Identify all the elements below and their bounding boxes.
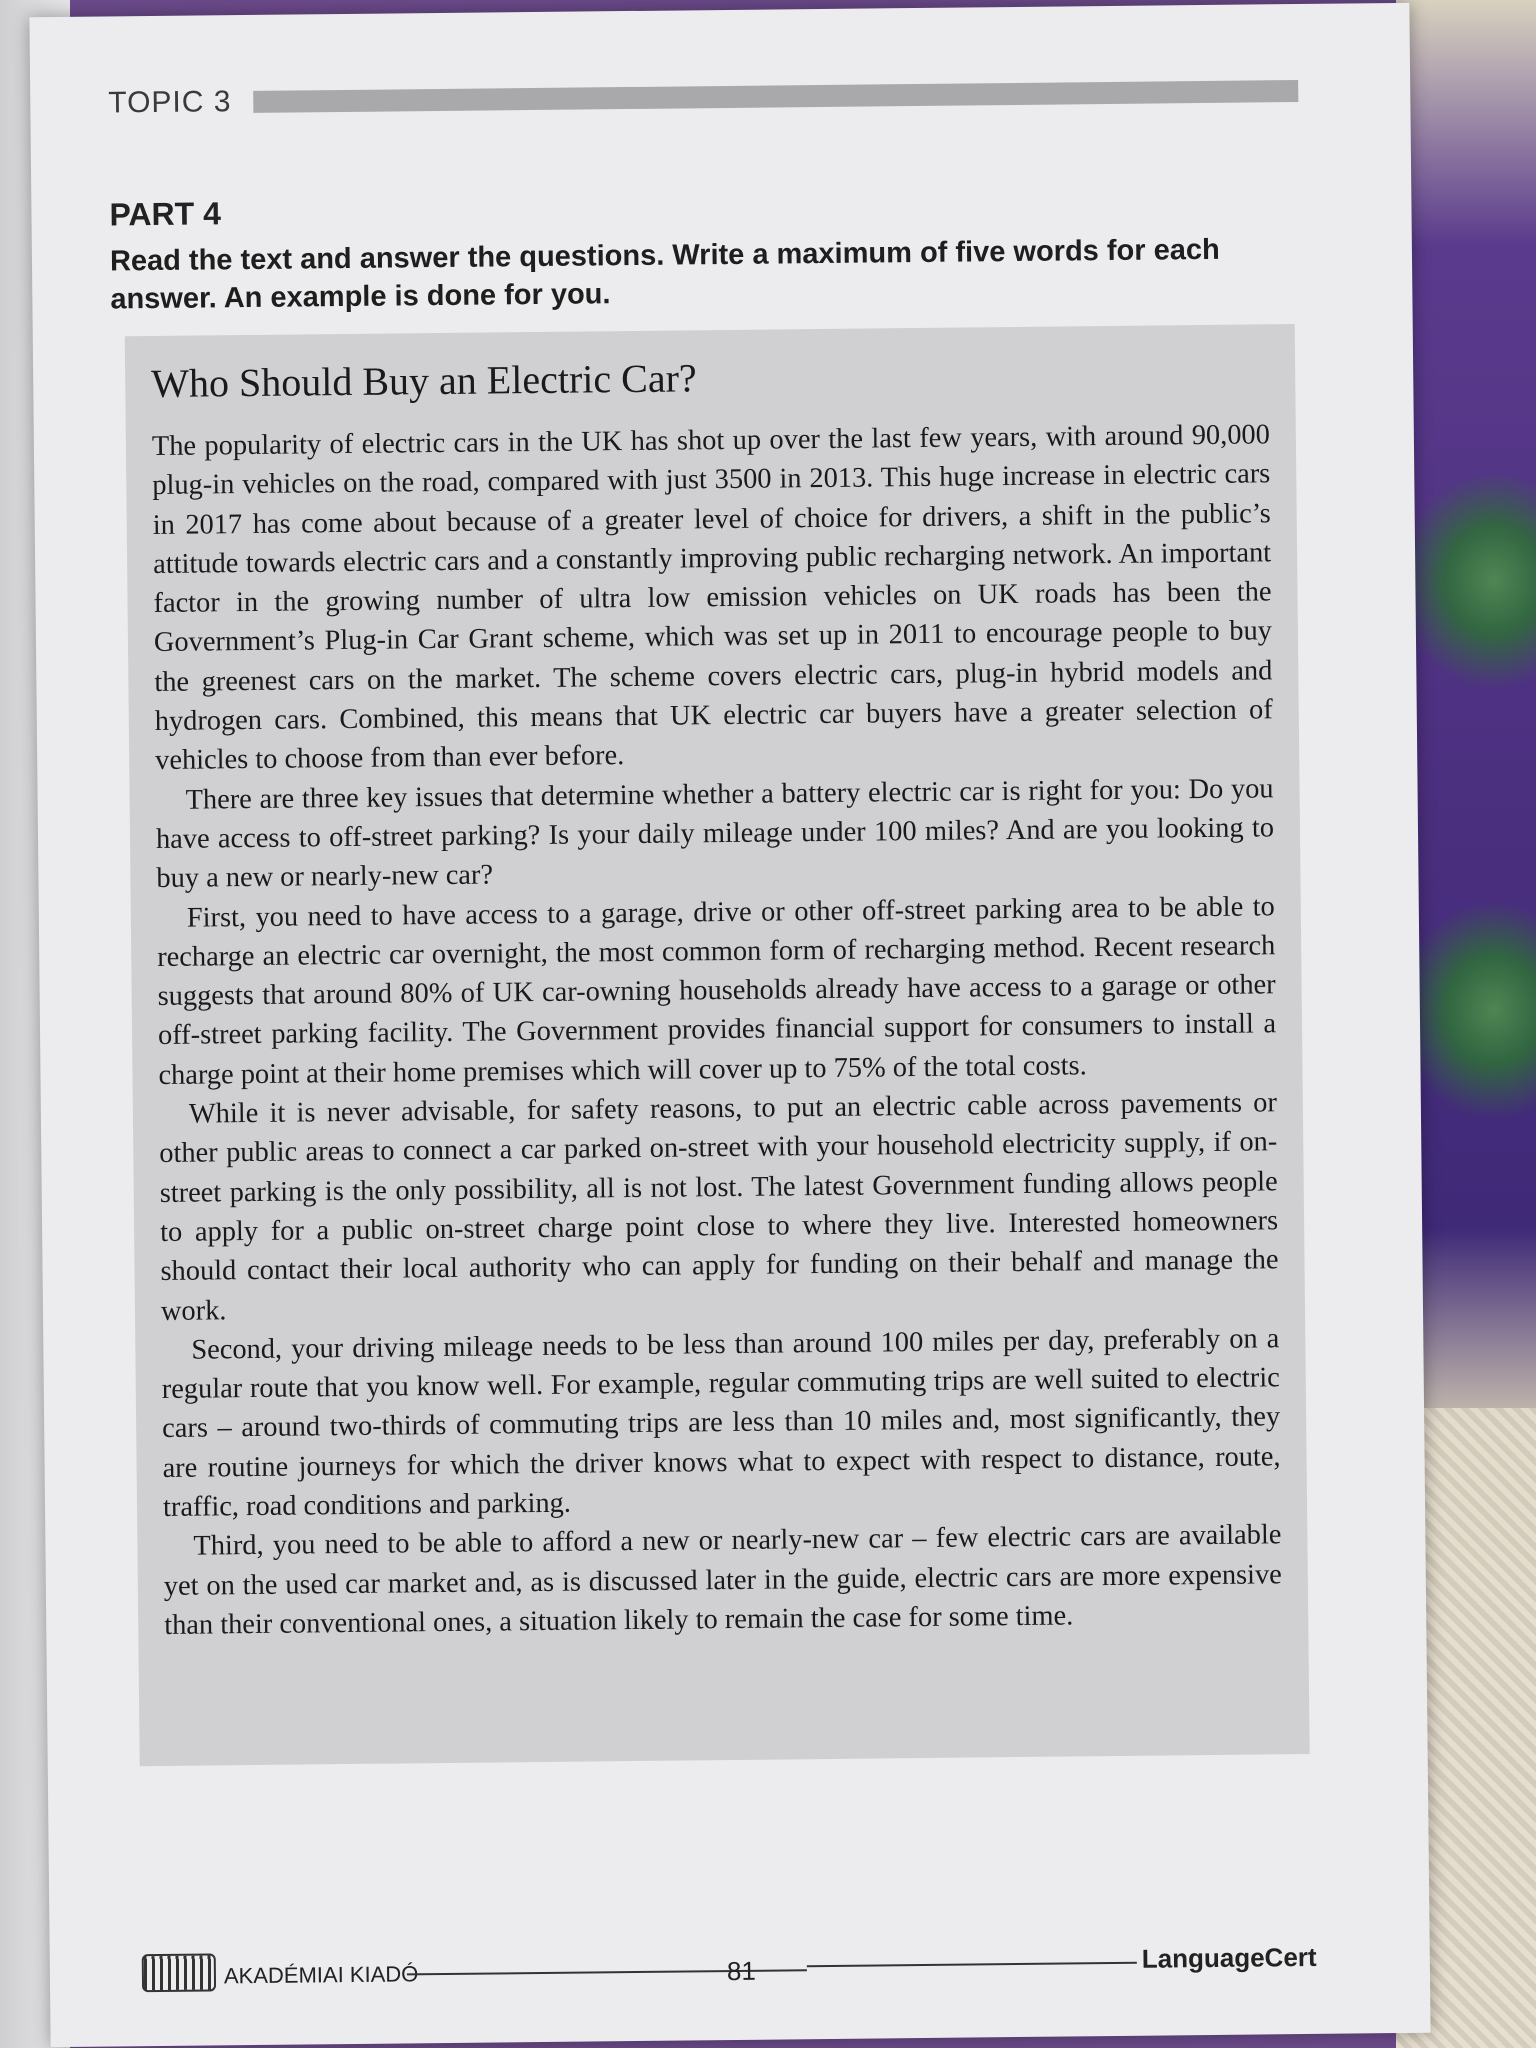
brand-name: LanguageCert (1141, 1941, 1317, 1974)
footer-rule-right (807, 1962, 1137, 1967)
article-paragraph: The popularity of electric cars in the UK has shot up over the last few years, with around 90,000 plug-in vehicles on the road, compared with just 3500 in 2013. This huge increase in electric cars in 2017 has come about because of a greater level of choice for drivers, a shift in the public’s attitude towards electric cars and a constantly improving public recharging network. An important factor in the growing number of ultra low emission vehicles on UK roads has been the Government’s Plug-in Car Grant scheme, which was set up in 2011 to encourage people to buy the greenest cars on the market. The scheme covers electric cars, plug-in hybrid models and hydrogen cars. Combined, this means that UK electric car buyers have a greater selection of vehicles to choose from than ever before. (151, 419, 1273, 777)
article-paragraph: There are three key issues that determine whether a battery electric car is right for you: Do you have access to off-street parking? Is your daily mileage under 100 miles? And are you looking to buy a new or nearly-new car? (155, 772, 1275, 895)
part-title: PART 4 (109, 195, 222, 233)
topic-label: TOPIC 3 (108, 85, 232, 120)
book-page (29, 3, 1430, 2047)
page-footer (142, 1941, 1317, 1994)
publisher-logo-icon (142, 1953, 216, 1992)
article-paragraph: Third, you need to be able to afford a new or nearly-new car – few electric cars are available yet on the used car market and, as is discussed later in the guide, electric cars are more expensive than their conventional ones, a situation likely to remain the case for some time. (163, 1519, 1282, 1641)
article-paragraph: First, you need to have access to a garage, drive or other off-street parking area to be able to recharge an electric car overnight, the most common form of recharging method. Recent research suggests that around 80% of UK car-owning households already have access to a garage or other off-street parking facility. The Government provides financial support for consumers to install a charge point at their home premises which will cover up to 75% of the total costs. (157, 890, 1277, 1091)
leaf-decoration (1396, 470, 1536, 690)
article-paragraph: While it is never advisable, for safety reasons, to put an electric cable across pavements or other public areas to connect a car parked on-street with your household electricity supply, if on-street parking is the only possibility, all is not lost. The latest Government funding allows people to apply for a public on-street charge point close to where they live. Interested homeowners should contact their local authority who can apply for funding on their behalf and manage the work. (159, 1087, 1279, 1327)
instructions: Read the text and answer the questions. Write a maximum of five words for each answer. An example is done for you. (109, 233, 1220, 316)
publisher-name: AKADÉMIAI KIADÓ (223, 1961, 419, 1989)
article-title: Who Should Buy an Electric Car? (151, 355, 697, 407)
reading-text-box (125, 324, 1310, 1766)
page-number: 81 (726, 1955, 756, 1987)
article-paragraph: Second, your driving mileage needs to be less than around 100 miles per day, preferably on a regular route that you know well. For example, regular commuting trips are well suited to electric cars – around two-thirds of commuting trips are less than 10 miles and, most significantly, they are routine journeys for which the driver knows what to expect with respect to distance, route, traffic, road conditions and parking. (161, 1323, 1281, 1523)
topic-bar (253, 80, 1298, 113)
topic-header (108, 74, 1298, 120)
